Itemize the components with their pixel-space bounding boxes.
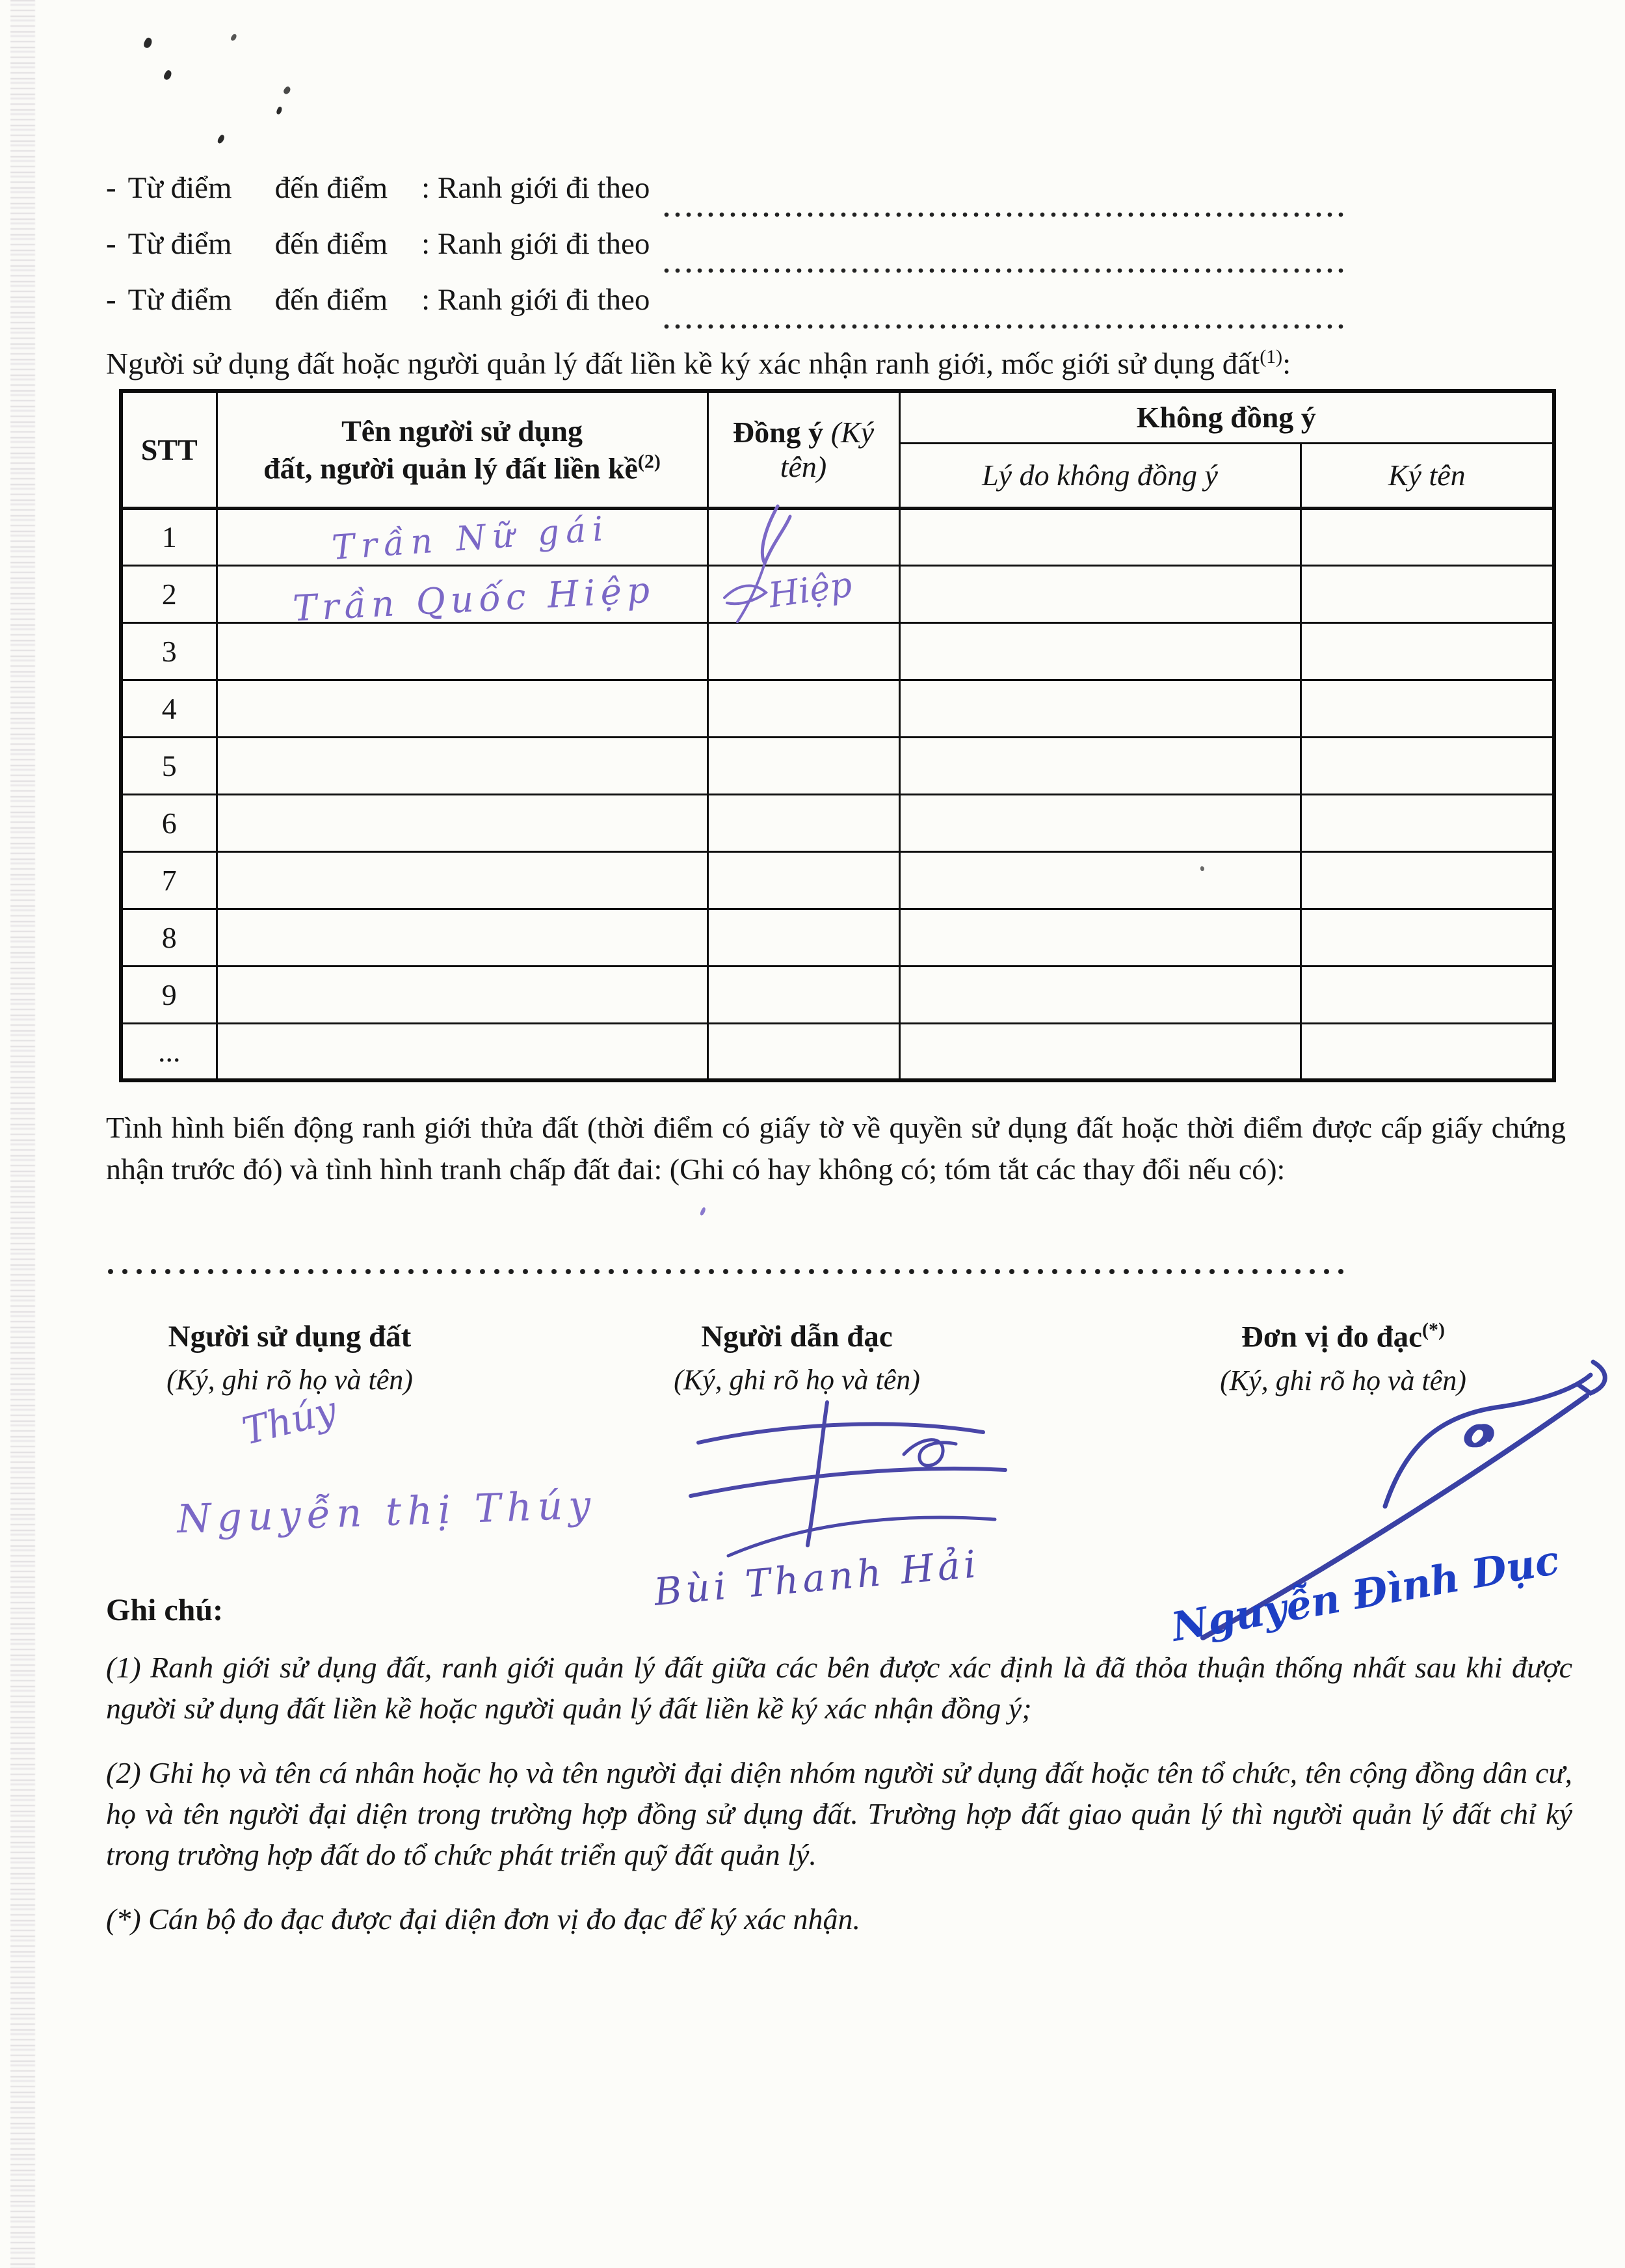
agree-cell <box>707 622 899 680</box>
disagree-reason-cell <box>899 966 1301 1023</box>
row-number: 8 <box>121 909 217 966</box>
row-number: 4 <box>121 680 217 737</box>
row-number: 1 <box>121 508 217 565</box>
dash: - <box>106 283 116 317</box>
agree-cell <box>707 680 899 737</box>
col-header-name <box>217 391 707 508</box>
handwritten-name: Bùi Thanh Hải <box>652 1541 982 1614</box>
table-row <box>121 565 1554 622</box>
disagree-sign-cell <box>1301 737 1554 794</box>
dotted-fill-line <box>106 1267 1347 1276</box>
footnote-ref-1: (1) <box>1260 346 1283 367</box>
ink-speck <box>163 70 173 81</box>
disagree-reason-cell <box>899 851 1301 909</box>
agree-cell <box>707 1023 899 1080</box>
note-item-2: (2) Ghi họ và tên cá nhân hoặc họ và tên người đại diện nhóm người sử dụng đất hoặc tên tổ chức, tên cộng đồng dân cư, họ và tên người đại diện trong trường hợp đồng sử dụng đất. Trường hợp đất giao quản lý thì người quản lý đất chỉ ký trong trường hợp đất do tổ chức phát triển quỹ đất quản lý. <box>106 1756 1572 1871</box>
boundary-change-paragraph: Tình hình biến động ranh giới thửa đất (thời điểm có giấy tờ về quyền sử dụng đất hoặc thời điểm được cấp giấy chứng nhận trước đó) và tình hình tranh chấp đất đai: (Ghi có hay không có; tóm tắt các thay đổi nếu có): <box>106 1111 1566 1186</box>
table-row <box>121 794 1554 851</box>
col-header-disagree: Không đồng ý <box>899 391 1554 443</box>
name-cell <box>217 565 707 630</box>
disagree-sign-cell <box>1301 508 1554 565</box>
from-point-label: Từ điểm <box>127 171 232 205</box>
table-row <box>121 737 1554 794</box>
neighbor-confirmation-table <box>119 389 1556 1082</box>
agree-cell <box>707 737 899 794</box>
row-number: 3 <box>121 622 217 680</box>
table-row <box>121 1023 1554 1080</box>
confirmation-title-text: Người sử dụng đất hoặc người quản lý đất liền kề ký xác nhận ranh giới, mốc giới sử dụng đất <box>106 347 1260 381</box>
signer-title-text: Đơn vị đo đạc <box>1241 1320 1423 1354</box>
handwritten-name: Trần Quốc Hiệp <box>291 568 656 630</box>
table-row <box>121 622 1554 680</box>
name-cell <box>217 851 707 909</box>
table-row <box>121 851 1554 909</box>
boundary-follow-label: : Ranh giới đi theo <box>421 227 650 261</box>
handwritten-name: Nguyễn Đình Dục <box>1168 1537 1563 1651</box>
signature-flourish <box>689 1392 1014 1561</box>
row-number: 2 <box>121 565 217 622</box>
signer-title <box>1120 1319 1566 1355</box>
signer-title-text: Người dẫn đạc <box>701 1320 893 1354</box>
note-item-1: (1) Ranh giới sử dụng đất, ranh giới quản lý đất giữa các bên được xác định là đã thỏa thuận thống nhất sau khi được người sử dụng đất liền kề hoặc người quản lý đất liền kề ký xác nhận đồng ý; <box>106 1651 1572 1725</box>
boundary-lines-block <box>106 170 1348 338</box>
signer-title <box>106 1319 473 1354</box>
signer-land-user <box>106 1319 473 1397</box>
ink-speck <box>276 106 283 115</box>
agree-label: Đồng ý <box>732 416 824 449</box>
agree-cell <box>707 794 899 851</box>
footnote-ref-star: (*) <box>1422 1319 1446 1341</box>
to-point-label: đến điểm <box>274 283 388 317</box>
col-header-agree <box>707 391 899 508</box>
name-cell <box>217 508 707 568</box>
disagree-sign-cell <box>1301 851 1554 909</box>
from-point-label: Từ điểm <box>127 283 232 317</box>
notes-heading: Ghi chú: <box>106 1593 224 1627</box>
disagree-sign-cell <box>1301 1023 1554 1080</box>
row-number: 7 <box>121 851 217 909</box>
table-row <box>121 966 1554 1023</box>
name-cell <box>217 966 707 1023</box>
signer-subtitle: (Ký, ghi rõ họ và tên) <box>674 1364 920 1396</box>
row-number: 6 <box>121 794 217 851</box>
table-row <box>121 508 1554 565</box>
from-point-label: Từ điểm <box>127 227 232 261</box>
disagree-reason-cell <box>899 508 1301 565</box>
dotted-leader <box>663 267 1348 274</box>
disagree-reason-cell <box>899 565 1301 622</box>
name-header-line1: Tên người sử dụng <box>341 414 583 447</box>
agree-cell <box>707 565 899 622</box>
signer-title <box>473 1319 1120 1354</box>
disagree-sign-cell <box>1301 794 1554 851</box>
name-cell <box>217 737 707 794</box>
boundary-follow-label: : Ranh giới đi theo <box>421 171 650 205</box>
disagree-reason-cell <box>899 794 1301 851</box>
footnote-ref-2: (2) <box>637 451 661 473</box>
handwritten-name: Trần Nữ gái <box>330 509 611 568</box>
ink-speck <box>699 1207 706 1216</box>
agree-cell <box>707 851 899 909</box>
confirmation-title <box>106 346 1595 382</box>
scanner-edge-artifact <box>10 0 35 2268</box>
col-header-disagree-reason: Lý do không đồng ý <box>899 443 1301 508</box>
boundary-follow-label: : Ranh giới đi theo <box>421 283 650 317</box>
ink-speck <box>217 134 226 144</box>
disagree-reason-cell <box>899 1023 1301 1080</box>
agree-cell <box>707 909 899 966</box>
name-cell <box>217 1023 707 1080</box>
confirmation-title-colon: : <box>1282 347 1291 381</box>
to-point-label: đến điểm <box>274 171 388 205</box>
table-row <box>121 680 1554 737</box>
agree-cell <box>707 508 899 565</box>
disagree-sign-cell <box>1301 966 1554 1023</box>
row-number: 9 <box>121 966 217 1023</box>
agree-sign-note: (Ký tên) <box>780 416 875 484</box>
name-cell <box>217 622 707 680</box>
handwritten-signature: Hiệp <box>765 564 854 616</box>
ink-speck <box>230 33 237 42</box>
dotted-leader <box>663 323 1348 330</box>
table-header <box>121 391 1554 508</box>
name-cell <box>217 680 707 737</box>
dash: - <box>106 227 116 261</box>
boundary-line <box>106 226 1348 282</box>
disagree-reason-cell <box>899 680 1301 737</box>
signer-surveyor-guide <box>473 1319 1120 1397</box>
handwritten-signature: Thúy <box>237 1387 341 1454</box>
note-item-star: (*) Cán bộ đo đạc được đại diện đơn vị đo đạc để ký xác nhận. <box>106 1902 861 1936</box>
col-header-disagree-sign: Ký tên <box>1301 443 1554 508</box>
disagree-reason-cell <box>899 909 1301 966</box>
name-cell <box>217 909 707 966</box>
disagree-reason-cell <box>899 737 1301 794</box>
dash: - <box>106 171 116 205</box>
disagree-sign-cell <box>1301 680 1554 737</box>
disagree-sign-cell <box>1301 565 1554 622</box>
disagree-reason-cell <box>899 622 1301 680</box>
signer-title-text: Người sử dụng đất <box>168 1320 412 1354</box>
col-header-stt: STT <box>121 391 217 508</box>
row-number: 5 <box>121 737 217 794</box>
notes-block <box>106 1647 1572 1963</box>
to-point-label: đến điểm <box>274 227 388 261</box>
disagree-sign-cell <box>1301 622 1554 680</box>
agree-cell <box>707 966 899 1023</box>
dotted-leader <box>663 211 1348 219</box>
signer-subtitle: (Ký, ghi rõ họ và tên) <box>166 1364 413 1396</box>
boundary-line <box>106 282 1348 338</box>
ink-speck <box>282 86 292 96</box>
row-number: ... <box>121 1023 217 1080</box>
name-header-line2: đất, người quản lý đất liền kề <box>263 451 638 485</box>
ink-speck <box>142 36 153 49</box>
signer-subtitle: (Ký, ghi rõ họ và tên) <box>1220 1364 1466 1396</box>
boundary-line <box>106 170 1348 226</box>
handwritten-name: Nguyễn thị Thúy <box>176 1482 598 1543</box>
disagree-sign-cell <box>1301 909 1554 966</box>
table-row <box>121 909 1554 966</box>
name-cell <box>217 794 707 851</box>
